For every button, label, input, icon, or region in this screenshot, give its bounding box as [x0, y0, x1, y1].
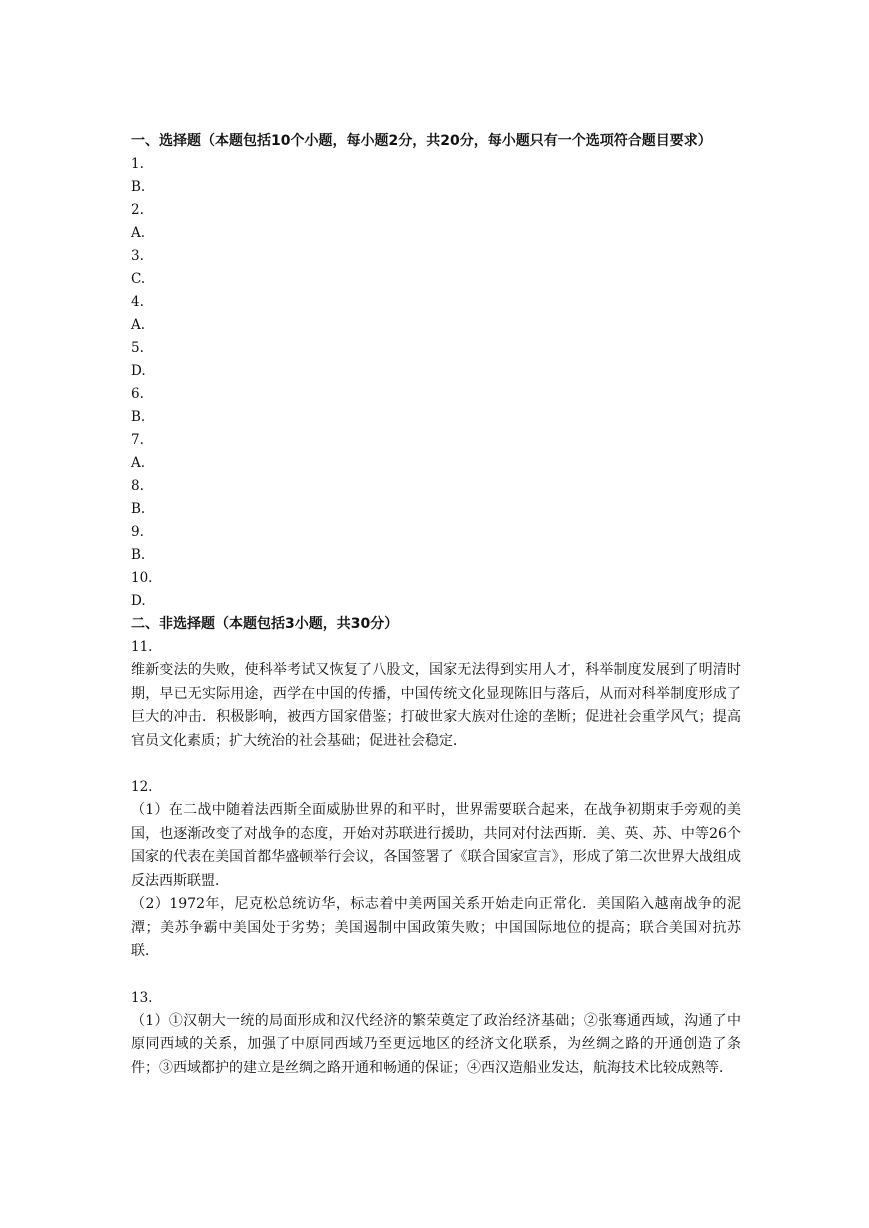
answer-letter: B.	[131, 179, 146, 195]
question-12	[131, 776, 741, 964]
question-number: 2.	[131, 202, 144, 218]
answer-letter: A.	[131, 317, 146, 333]
question-number: 1.	[131, 156, 144, 172]
question-number: 13.	[131, 989, 153, 1006]
question-number: 3.	[131, 248, 144, 264]
question-number: 12.	[131, 779, 153, 795]
question-12-part-2: （2）1972年，尼克松总统访华，标志着中美两国关系开始走向正常化．美国陷入越南战争的泥潭；美苏争霸中美国处于劣势；美国遏制中国政策失败；中国国际地位的提高；联合美国对抗苏联．	[131, 896, 741, 959]
answer-letter: D.	[131, 363, 146, 379]
answer-letter: B.	[131, 547, 146, 563]
question-13-part-1: （1）①汉朝大一统的局面形成和汉代经济的繁荣奠定了政治经济基础；②张骞通西域，沟通了中原同西域的关系，加强了中原同西域乃至更远地区的经济文化联系，为丝绸之路的开通创造了条件；③西域都护的建立是丝绸之路开通和畅通的保证；④西汉造船业发达，航海技术比较成熟等．	[131, 1012, 741, 1076]
answer-letter: D.	[131, 593, 146, 609]
answer-letter: B.	[131, 409, 146, 425]
question-11	[131, 636, 741, 753]
question-number: 8.	[131, 478, 144, 494]
question-number: 9.	[131, 524, 144, 540]
question-number: 6.	[131, 386, 144, 402]
choice-answers	[131, 153, 741, 613]
section-2-title: 二、非选择题（本题包括3小题，共30分）	[131, 616, 399, 632]
answer-letter: C.	[131, 271, 146, 287]
question-number: 7.	[131, 432, 144, 448]
question-number: 4.	[131, 294, 144, 310]
question-number: 11.	[131, 639, 153, 655]
answer-letter: A.	[131, 455, 146, 471]
answer-sheet	[131, 130, 741, 1080]
section-1-title: 一、选择题（本题包括10个小题，每小题2分，共20分，每小题只有一个选项符合题目要求）	[131, 133, 712, 149]
question-number: 10.	[131, 570, 153, 586]
question-number: 5.	[131, 340, 144, 356]
question-11-answer: 维新变法的失败，使科举考试又恢复了八股文，国家无法得到实用人才，科举制度发展到了明清时期，早已无实际用途，西学在中国的传播，中国传统文化显现陈旧与落后，从而对科举制度形成了巨大的冲击．积极影响，被西方国家借鉴；打破世家大族对仕途的垄断；促进社会重学风气；提高官员文化素质；扩大统治的社会基础；促进社会稳定．	[131, 662, 741, 749]
question-13	[131, 987, 741, 1081]
answer-letter: B.	[131, 501, 146, 517]
question-12-part-1: （1）在二战中随着法西斯全面威胁世界的和平时，世界需要联合起来，在战争初期束手旁观的美国，也逐渐改变了对战争的态度，开始对苏联进行援助，共同对付法西斯．美、英、苏、中等26个国家的代表在美国首都华盛顿举行会议，各国签署了《联合国家宣言》，形成了第二次世界大战组成反法西斯联盟．	[131, 802, 741, 889]
answer-letter: A.	[131, 225, 146, 241]
